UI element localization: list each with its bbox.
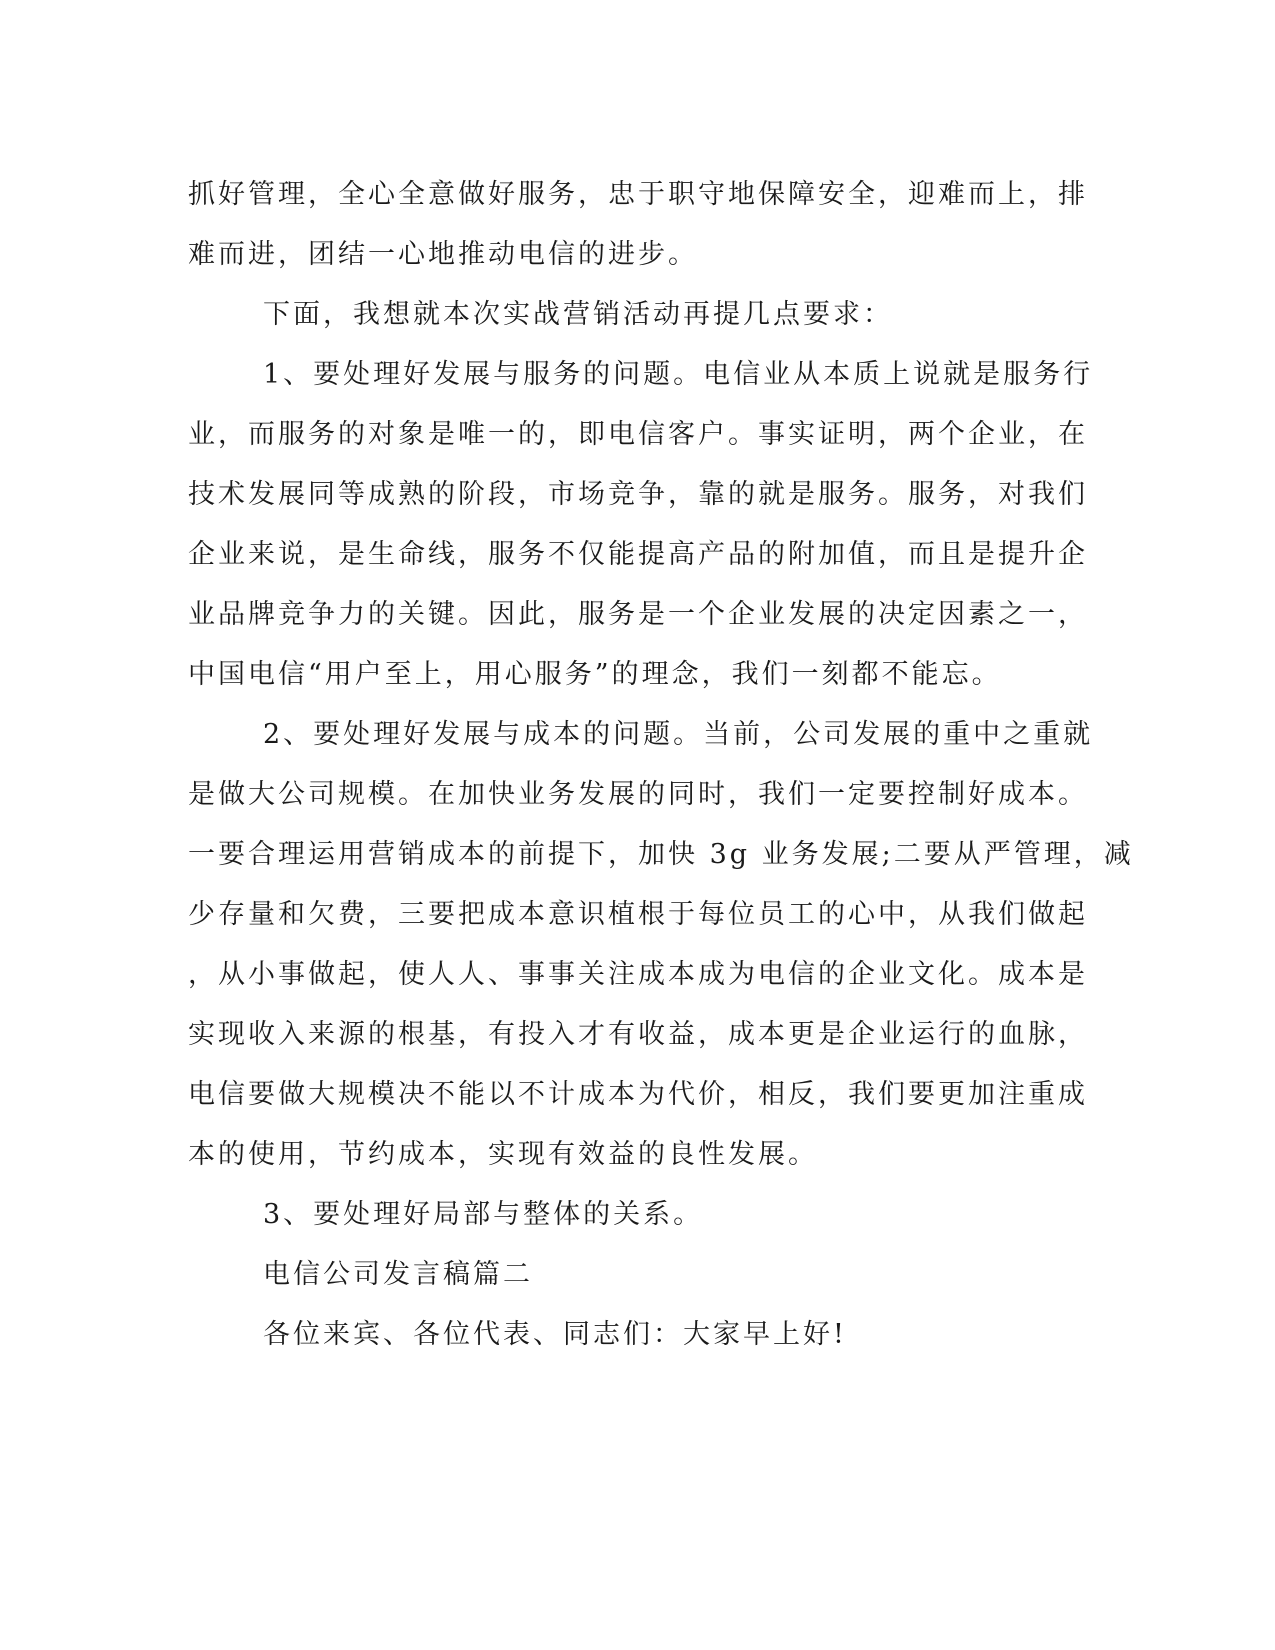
- text-line-16: 电信要做大规模决不能以不计成本为代价，相反，我们要更加注重成: [188, 1079, 1088, 1110]
- text-line-17: 本的使用，节约成本，实现有效益的良性发展。: [188, 1139, 818, 1170]
- text-line-12: 一要合理运用营销成本的前提下，加快 3g 业务发展;二要从严管理，减: [188, 839, 1134, 870]
- salutation-line: 各位来宾、各位代表、同志们：大家早上好!: [263, 1319, 847, 1350]
- text-line-14: ，从小事做起，使人人、事事关注成本成为电信的企业文化。成本是: [188, 959, 1088, 990]
- text-line-13: 少存量和欠费，三要把成本意识植根于每位员工的心中，从我们做起: [188, 899, 1088, 930]
- text-line-1: 抓好管理，全心全意做好服务，忠于职守地保障安全，迎难而上，排: [188, 179, 1088, 210]
- text-line-5: 业，而服务的对象是唯一的，即电信客户。事实证明，两个企业，在: [188, 419, 1088, 450]
- text-line-9: 中国电信“用户至上，用心服务”的理念，我们一刻都不能忘。: [188, 659, 1002, 690]
- document-body: [188, 165, 1134, 1365]
- text-line-10: 2、要处理好发展与成本的问题。当前，公司发展的重中之重就: [263, 719, 1094, 750]
- section-heading: 电信公司发言稿篇二: [263, 1259, 533, 1290]
- text-line-15: 实现收入来源的根基，有投入才有收益，成本更是企业运行的血脉，: [188, 1019, 1088, 1050]
- text-line-4: 1、要处理好发展与服务的问题。电信业从本质上说就是服务行: [263, 359, 1094, 390]
- text-line-2: 难而进，团结一心地推动电信的进步。: [188, 239, 698, 270]
- text-line-8: 业品牌竞争力的关键。因此，服务是一个企业发展的决定因素之一，: [188, 599, 1088, 630]
- text-line-7: 企业来说，是生命线，服务不仅能提高产品的附加值，而且是提升企: [188, 539, 1088, 570]
- text-line-18: 3、要处理好局部与整体的关系。: [263, 1199, 704, 1230]
- text-line-3: 下面，我想就本次实战营销活动再提几点要求：: [263, 299, 893, 330]
- text-line-6: 技术发展同等成熟的阶段，市场竞争，靠的就是服务。服务，对我们: [188, 479, 1088, 510]
- text-line-11: 是做大公司规模。在加快业务发展的同时，我们一定要控制好成本。: [188, 779, 1088, 810]
